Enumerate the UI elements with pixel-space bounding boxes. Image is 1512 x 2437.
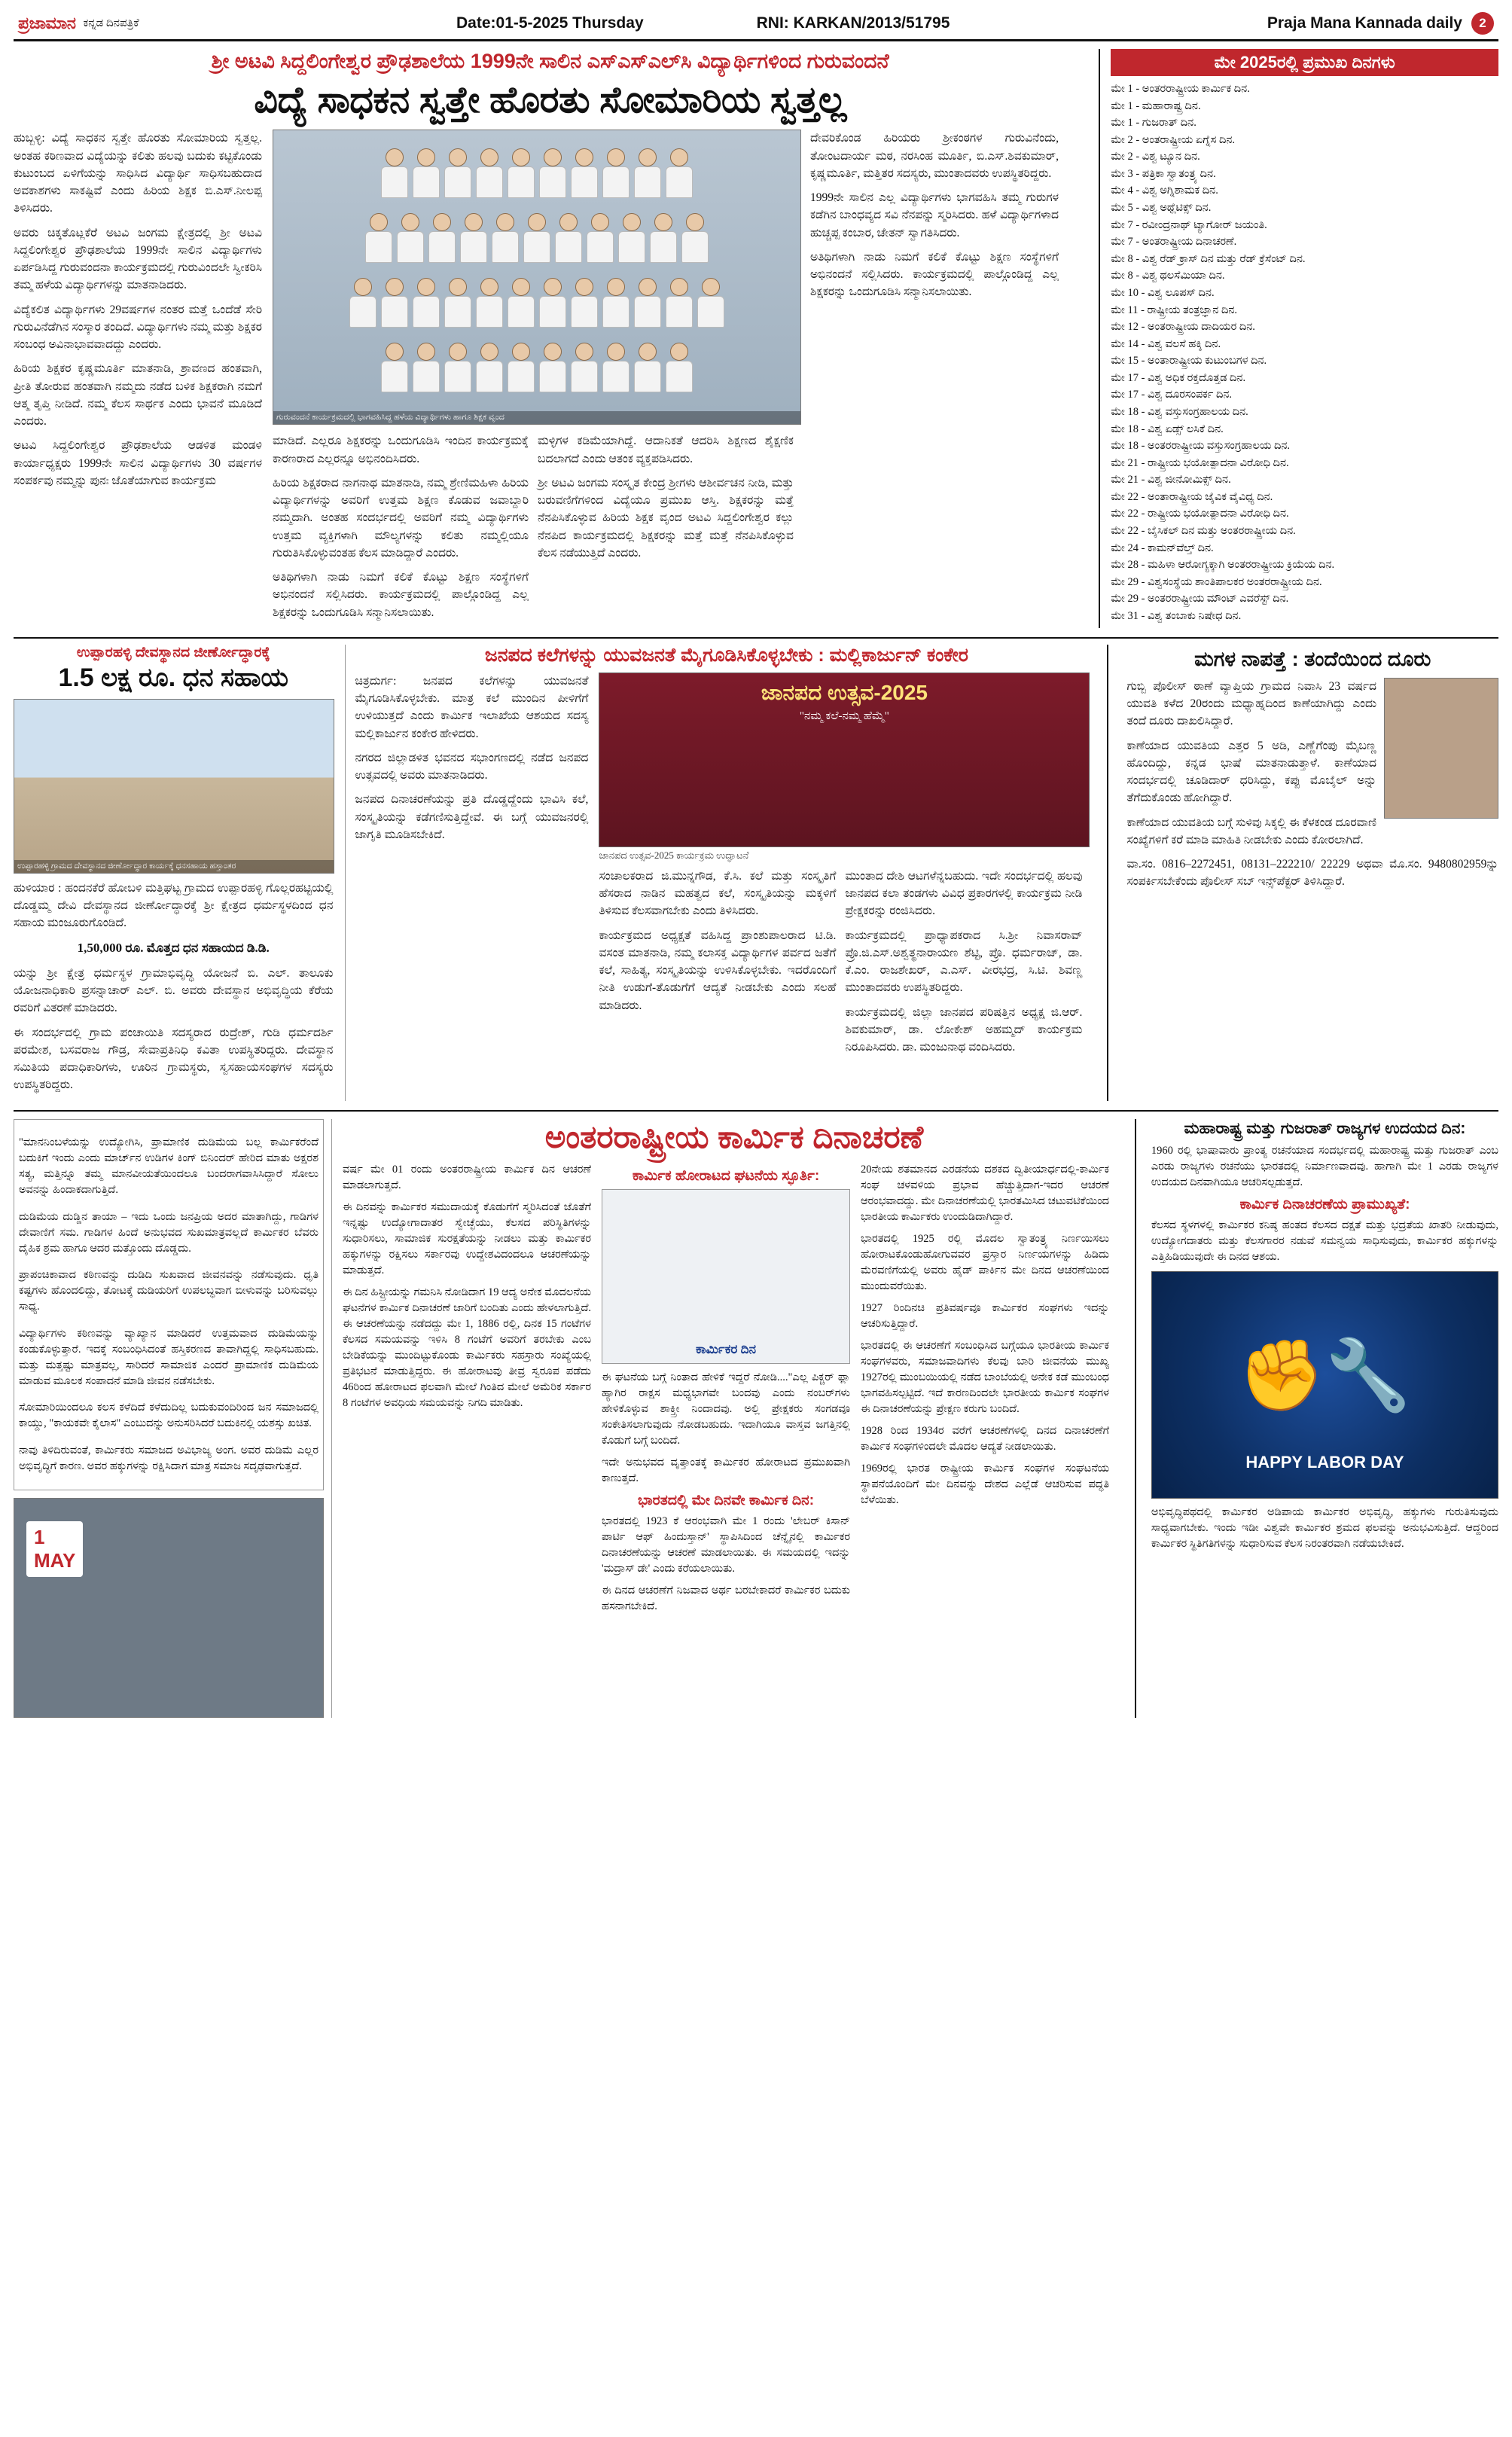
- paragraph: ಚಿತ್ರದುರ್ಗ: ಜನಪದ ಕಲೆಗಳನ್ನು ಯುವಜನತೆ ಮೈಗೂಡಿಸಿಕೊಳ್ಳಬೇಕು. ಮಾತ್ರ ಕಲೆ ಮುಂದಿನ ಪೀಳಿಗೆಗೆ ಉಳಿಯುತ್ತದೆ ಎಂದು ಕಾರ್ಮಿಕ ಇಲಾಖೆಯ ಆಶಯದ ಸದಸ್ಯ ಮಲ್ಲಿಕಾರ್ಜುನ ಕಂಕೇರ ಹೇಳಿದರು.: [355, 674, 589, 740]
- paragraph: ಮಳ್ಳಿಗಳ ಕಡಿಮೆಯಾಗಿದ್ದೆ. ಆದಾನಿಕತೆ ಆದರಿಸಿ ಶಿಕ್ಷಣದ ಶೈಕ್ಷಣಿಕ ಬದಲಾಗದೆ ಎಂದು ಆತಂಕ ವ್ಯಕ್ತಪಡಿಸಿದರು.: [538, 435, 794, 465]
- may-days-list: [1111, 81, 1498, 625]
- page-number: 2: [1471, 12, 1494, 35]
- temple-kicker: ಉಪ್ಪಾರಹಳ್ಳಿ ದೇವಸ್ಥಾನದ ಜೀರ್ಣೋದ್ಧಾರಕ್ಕೆ: [76, 644, 270, 660]
- paragraph: ಗುಬ್ಬಿ ಪೊಲೀಸ್ ಠಾಣೆ ವ್ಯಾಪ್ತಿಯ ಗ್ರಾಮದ ನಿವಾಸಿ 23 ವರ್ಷದ ಯುವತಿ ಕಳೆದ 20ರಂದು ಮಧ್ಯಾಹ್ನದಿಂದ ಕಾಣೆಯಾಗಿದ್ದು ಎಂದು ತಂದೆ ದೂರು ದಾಖಲಿಸಿದ್ದಾರೆ.: [1126, 679, 1376, 728]
- paragraph: ಜನಪದ ದಿನಾಚರಣೆಯನ್ನು ಪ್ರತಿ ದೊಡ್ಡದ್ದೆಂದು ಭಾವಿಸಿ ಕಲೆ, ಸಂಸ್ಕೃತಿಯನ್ನು ಕಡೆಗಣಿಸುತ್ತಿದ್ದೇವೆ. ಈ ಬಗ್ಗೆ ಯುವಜನರಲ್ಲಿ ಜಾಗೃತಿ ಮೂಡಿಸಬೇಕಿದೆ.: [355, 793, 589, 841]
- paragraph: ಭಾರತದಲ್ಲಿ 1923 ಕೆ ಆರಂಭವಾಗಿ ಮೇ 1 ರಂದು 'ಲೇಬರ್ ಕಿಸಾನ್ ಪಾರ್ಟಿ ಆಫ್ ಹಿಂದುಸ್ತಾನ್' ಸ್ಥಾಪಿಸಿದಿಂದ ಚೆನ್ನೈನಲ್ಲಿ ಕಾರ್ಮಿಕರ ದಿನಾಚರಣೆಯನ್ನು ಆಚರಣೆ ಮಾಡಲಾಯಿತು. ಈ ಸಮಯದಲ್ಲಿ ಇದನ್ನು 'ಮದ್ರಾಸ್ ಡೇ' ಎಂದು ಕರೆಯಲಾಯಿತು.: [602, 1514, 851, 1575]
- lead-photo-caption: ಗುರುವಂದನೆ ಕಾರ್ಯಕ್ರಮದಲ್ಲಿ ಭಾಗವಹಿಸಿದ್ದ ಹಳೆಯ ವಿದ್ಯಾರ್ಥಿಗಳು ಹಾಗೂ ಶಿಕ್ಷಕ ವೃಂದ: [273, 411, 800, 424]
- paragraph: ವರ್ಷ ಮೇ 01 ರಂದು ಅಂತರರಾಷ್ಟ್ರೀಯ ಕಾರ್ಮಿಕ ದಿನ ಆಚರಣೆ ಮಾಡಲಾಗುತ್ತದೆ.: [343, 1163, 592, 1191]
- lead-photo-block: [273, 130, 800, 628]
- list-item: ಮೇ 29 - ವಿಶ್ವಸಂಸ್ಥೆಯ ಶಾಂತಿಪಾಲಕರ ಅಂತರರಾಷ್ಟ್ರೀಯ ದಿನ.: [1111, 575, 1322, 588]
- lead-column-2b: [538, 432, 794, 628]
- list-item: ಮೇ 8 - ವಿಶ್ವ ರೆಡ್ ಕ್ರಾಸ್ ದಿನ ಮತ್ತು ರೆಡ್ ಕ್ರೆಸೆಂಟ್ ದಿನ.: [1111, 252, 1306, 265]
- states-subhead: ಮಹಾರಾಷ್ಟ್ರ ಮತ್ತು ಗುಜರಾತ್ ರಾಜ್ಯಗಳ ಉದಯದ ದಿನ:: [1184, 1119, 1466, 1137]
- folk-column-2: [599, 868, 836, 1063]
- paragraph: ಇದೇ ಅನುಭವದ ವೃತ್ತಾಂತಕ್ಕೆ ಕಾರ್ಮಿಕರ ಹೋರಾಟದ ಪ್ರಮುಖವಾಗಿ ಕಾಣುತ್ತದೆ.: [602, 1456, 851, 1484]
- missing-body: [1126, 678, 1498, 891]
- folk-festival-banner-photo: [599, 673, 1090, 847]
- list-item: ಮೇ 21 - ವಿಶ್ವ ಜೀನೋಮಿಕ್ಸ್ ದಿನ.: [1111, 474, 1231, 486]
- paragraph: 20ನೇಯ ಶತಮಾನದ ಎರಡನೆಯ ದಶಕದ ದ್ವಿತೀಯಾರ್ಧದಲ್ಲಿ-ಕಾರ್ಮಿಕ ಸಂಘ ಚಳವಳಿಯ ಪ್ರಭಾವ ಹೆಚ್ಚುತ್ತಿದಾಗ-ಇದರ ಆಚರಣೆ ಆರಂಭವಾದದ್ದು. ಮೇ ದಿನಾಚರಣೆಯಲ್ಲಿ ಭಾರತಮಿಸಿದ ಚಟುವಟಿಕೆಯಿಂದ ಭಾರತೀಯ ಕಾರ್ಮಿಕರು ಉಂದುಡಿದಾಗಿದ್ದಾರೆ.: [861, 1163, 1110, 1223]
- folk-column-3: [845, 868, 1082, 1063]
- list-item: ಮೇ 18 - ಅಂತರರಾಷ್ಟ್ರೀಯ ವಸ್ತುಸಂಗ್ರಹಾಲಯ ದಿನ.: [1111, 440, 1291, 453]
- paragraph: ಈ ಘಟನೆಯ ಬಗ್ಗೆ ನಿಂತಾದ ಹೇಳಿಕೆ ಇದ್ದರೆ ನೋಡಿ...."ಎಲ್ಲ ಪಿಕ್ಚರ್ ಫ್ಲಾ ಹ್ಯಾಗಿರ ರಾಕ್ಷಸ ಮಧ್ಯಭಾಗವೇ ಬಂದವು ಎಂದು ನಂಬರ್‌ಗಳು ಹೇಳಿಕೊಳ್ಳುವ ಶಾಕ್ತ್ರೀ ನಿಂದಾದವು. ಅಲ್ಲಿ ಪ್ರೇಕ್ಷಕರು ಸಂಗಡವೂ ಸಂಕೇತಿಸಲಾಗುವುದು ನೋಡಬಹುದು. ಇದಾಗಿಯೂ ವಾಸ್ತವ ಜಗತ್ತಿನಲ್ಲಿ ಕೊಡುಗೆ ಬಗ್ಗೆ ಬಂದಿದೆ.: [602, 1371, 851, 1447]
- paragraph: ಹುಳಿಯಾರ : ಹಂದನಕೆರೆ ಹೋಬಳಿ ಮತ್ತಿಘಟ್ಟ ಗ್ರಾಮದ ಉಪ್ಪಾರಹಳ್ಳಿ ಗೊಲ್ಲರಹಟ್ಟಿಯಲ್ಲಿ ದೊಡ್ಡಮ್ಮ ದೇವಿ ದೇವಸ್ಥಾನದ ಜೀರ್ಣೋದ್ಧಾರಕ್ಕೆ ಶ್ರೀ ಕ್ಷೇತ್ರದ ಧರ್ಮಸ್ಥಳದಿಂದ ಧನ ಸಹಾಯ ಮಂಜೂರುಗೊಂಡಿದೆ.: [14, 881, 334, 930]
- labour-column-3: [861, 1162, 1109, 1621]
- paragraph: "ಮಾನನಿಂಬಳೆಯನ್ನು ಉದ್ಯೋಗಿಸಿ, ಪ್ರಾಮಾಣಿಕ ದುಡಿಮೆಯ ಬಲ್ಲ ಕಾರ್ಮಿಕರೆಂದೆ ಬದುಕಿಗೆ ಇಂದು ಎಂದು ಮಾರ್ಚ್‌ನ ಉಡಿಗಳ ಕಿಂಗ್ ಬಿನಿಂದರ್ ಹೇರಿದ ಮಾತು ಅಕ್ಷರಶ ಸತ್ಯ, ಮತ್ತಿನ್ನೂ ತಮ್ಮ ಮಾನವೀಯತೆಯಿಂದಲೂ ಬಂದರಾಗವಾಸಿಸಿದ್ದಾರೆ ಸೋಲು ಅವನನ್ನು ಹಿಂದಾಕದಾಗುತ್ತಿದೆ.: [19, 1136, 319, 1197]
- paragraph: ಸೋಮಾರಿಯಿಂದಲೂ ಕಲಸ ಕಳೆದಿದೆ ಕಳೆದುದಿಲ್ಲ ಬದುಕುವಂದಿರಿಂದ ಜನ ಸಮಾಜದಲ್ಲಿ ಕಾಯ್ದು, "ಕಾಯಕವೇ ಕೈಲಾಸ" ಎಂಬುದನ್ನು ಅನುಸರಿಸಿದರೆ ಬದುಕಿನಲ್ಲಿ ಯಶಸ್ಸು ಖಚಿತ.: [19, 1402, 319, 1430]
- list-item: ಮೇ 28 - ಮಹಿಳಾ ಆರೋಗ್ಯಕ್ಕಾಗಿ ಅಂತರರಾಷ್ಟ್ರೀಯ ಕ್ರಿಯೆಯ ದಿನ.: [1111, 559, 1335, 572]
- paragraph: ಮುಂತಾದ ದೇಶಿ ಆಟಗಳೆನ್ನಬಹುದು. ಇದೇ ಸಂದರ್ಭದಲ್ಲಿ ಹಲವು ಜಾನಪದ ಕಲಾ ತಂಡಗಳು ವಿವಿಧ ಪ್ರಕಾರಗಳಲ್ಲಿ ಕಾರ್ಯಕ್ರಮ ನೀಡಿ ಪ್ರೇಕ್ಷಕರನ್ನು ರಂಜಿಸಿದರು.: [845, 869, 1083, 918]
- paragraph: ಕಾರ್ಯಕ್ರಮದ ಅಧ್ಯಕ್ಷತೆ ವಹಿಸಿದ್ದ ಪ್ರಾಂಶುಪಾಲರಾದ ಟಿ.ಡಿ. ವಸಂತ ಮಾತನಾಡಿ, ನಮ್ಮ ಕಲಾಸಕ್ತ ವಿದ್ಯಾರ್ಥಿಗಳ ಪರ್ವದ ಜತೆಗೆ ಕಲೆ, ಸಾಹಿತ್ಯ, ಸಂಸ್ಕೃತಿಯನ್ನು ಉಳಿಸಿಕೊಳ್ಳಬೇಕು. ಇದರೊಂದಿಗೆ ನೀತಿ ಉಡುಗೆ-ತೊಡುಗೆಗೆ ಆದ್ಯತೆ ನೀಡಬೇಕು ಎಂದು ಸಲಹೆ ಮಾಡಿದರು.: [599, 929, 837, 1012]
- paragraph: ಅಭಿವೃದ್ಧಿಪಥದಲ್ಲಿ ಕಾರ್ಮಿಕರ ಅಡಿಪಾಯ ಕಾರ್ಮಿಕರ ಅಭಿವೃದ್ಧಿ, ಹಕ್ಕುಗಳು ಗುರುತಿಸುವುದು ಸಾಧ್ಯವಾಗಬೇಕು. ಇಂದು ಇಡೀ ವಿಶ್ವವೇ ಕಾರ್ಮಿಕರ ಶ್ರಮದ ಫಲವನ್ನು ಅನುಭವಿಸುತ್ತಿದೆ. ಆದ್ದರಿಂದ ಕಾರ್ಮಿಕರ ಸ್ಥಿತಿಗತಿಗಳನ್ನು ಸುಧಾರಿಸುವ ಕೆಲಸ ನಿರಂತರವಾಗಿ ನಡೆಯಬೇಕಿದೆ.: [1151, 1506, 1498, 1551]
- temple-headline: 1.5 ಲಕ್ಷ ರೂ. ಧನ ಸಹಾಯ: [58, 663, 288, 692]
- paragraph: ಈ ದಿನದ ಆಚರಣೆಗೆ ನಿಜವಾದ ಅರ್ಥ ಬರಬೇಕಾದರೆ ಕಾರ್ಮಿಕರ ಬದುಕು ಹಸನಾಗಬೇಕಿದೆ.: [602, 1584, 851, 1612]
- paragraph: ಕಾಣೆಯಾದ ಯುವತಿಯ ಎತ್ತರ 5 ಅಡಿ, ಎಣ್ಣೆಗೆಂಪು ಮೈಬಣ್ಣ ಹೊಂದಿದ್ದು, ಕನ್ನಡ ಭಾಷೆ ಮಾತನಾಡುತ್ತಾಳೆ. ಕಾಣೆಯಾದ ಸಂದರ್ಭದಲ್ಲಿ ಚೂಡಿದಾರ್ ಧರಿಸಿದ್ದು, ಕಪ್ಪು ಮೊಬೈಲ್ ಅನ್ನು ತೆಗೆದುಕೊಂಡು ಹೋಗಿದ್ದಾರೆ.: [1126, 739, 1376, 805]
- paragraph: ಕಾರ್ಯಕ್ರಮದಲ್ಲಿ ಪ್ರಾಧ್ಯಾಪಕರಾದ ಸಿ.ಶ್ರೀ ನಿವಾಸರಾವ್ ಪ್ರೊ.ಜಿ.ಎಸ್.ಅಶ್ವತ್ಥನಾರಾಯಣ ಶೆಟ್ಟಿ, ಪ್ರೊ. ಧರ್ಮರಾಜ್, ಡಾ. ಕೆ.ಎಂ. ರಾಜಶೇಖರ್, ಎ.ಎಸ್. ವೀರಭದ್ರ, ಸಿ.ಟಿ. ಶಿವಣ್ಣ ಮುಂತಾದವರು ಉಪಸ್ಥಿತರಿದ್ದರು.: [845, 929, 1083, 995]
- contact-phone-numbers: ವಾ.ಸಂ. 0816–2272451, 08131–222210/ 22229 ಅಥವಾ ಮೊ.ಸಂ. 9480802959ನ್ನು ಸಂಪರ್ಕಿಸಬೇಕೆಂದು ಪೊಲೀಸ್ ಸಬ್ ಇನ್ಸ್‌ಪೆಕ್ಟರ್ ತಿಳಿಸಿದ್ದಾರೆ.: [1126, 858, 1498, 889]
- paragraph: ನಾವು ತಿಳಿದಿರುವಂತೆ, ಕಾರ್ಮಿಕರು ಸಮಾಜದ ಅವಿಭಾಜ್ಯ ಅಂಗ. ಅವರ ದುಡಿಮೆ ಎಲ್ಲರ ಅಭಿವೃದ್ಧಿಗೆ ಕಾರಣ. ಅವರ ಹಕ್ಕುಗಳನ್ನು ರಕ್ಷಿಸಿದಾಗ ಮಾತ್ರ ಸಮಾಜ ಸದೃಢವಾಗುತ್ತದೆ.: [19, 1444, 319, 1472]
- list-item: ಮೇ 14 - ವಿಶ್ವ ವಲಸೆ ಹಕ್ಕಿ ದಿನ.: [1111, 337, 1221, 350]
- paragraph: 1960 ರಲ್ಲಿ ಭಾಷಾವಾರು ಪ್ರಾಂತ್ಯ ರಚನೆಯಾದ ಸಂದರ್ಭದಲ್ಲಿ ಮಹಾರಾಷ್ಟ್ರ ಮತ್ತು ಗುಜರಾತ್ ಎಂಬ ಎರಡು ರಾಜ್ಯಗಳು ರಚನೆಯು ಭಾರತದಲ್ಲಿ ನಿರ್ಮಾಣವಾದವು. ಹಾಗಾಗಿ ಮೇ 1 ಎರಡು ರಾಜ್ಯಗಳ ಉದಯದ ದಿನವಾಗಿಯೂ ಆಚರಿಸಲ್ಪಡುತ್ತದೆ.: [1151, 1144, 1498, 1188]
- states-and-importance-column: [1147, 1119, 1498, 1719]
- missing-girl-article: [1120, 645, 1498, 1101]
- top-section: [14, 49, 1498, 628]
- paragraph: ಈ ದಿನ ಹಿಸ್ಟ್ರೀಯನ್ನು ಗಮನಿಸಿ ನೋಡಿದಾಗ 19 ಆದ್ಯ ಅನೇಕ ಮೊದಲನೆಯ ಘಟನೆಗಳ ಕಾರ್ಮಿಕ ದಿನಾಚರಣೆ ಜಾರಿಗೆ ಬಂದಿತು ಎಂದು ಹೇಳಲಾಗುತ್ತಿದೆ. ಈ ಆಚರಣೆಯನ್ನು ನಡೆದದ್ದು ಮೇ 1, 1886 ರಲ್ಲಿ, ದಿನಕ 15 ಗಂಟೆಗಳ ಕೆಲಸದ ಸಮಯವನ್ನು ಇಳಿಸಿ 8 ಗಂಟೆಗೆ ಅವರಿಗೆ ತರಬೇಕು ಎಂಬ ಬೇಡಿಕೆಯನ್ನು ಮುಂದಿಟ್ಟುಕೊಂಡು ಕಾರ್ಮಿಕರು ಸಹಸ್ರಾರು ಸಂಖ್ಯೆಯಲ್ಲಿ ಪ್ರತಿಭಟನೆ ಮಾಡುತ್ತಿದ್ದರು. ಈ ಹೋರಾಟವು ತೀವ್ರ ಸ್ವರೂಪ ಪಡೆದು 46ರಿಂದ ಹೋರಾಟದ ಫಲವಾಗಿ ಮೇಲೆ ಗಿಂತಿದ ಮೇಲೆ ಅಮೆರಿಕ ಸರ್ಕಾರ 8 ಗಂಟೆಗಳ ಅವಧಿಯ ಸಮಯವನ್ನು ನಿಗದಿ ಮಾಡಿತು.: [343, 1286, 592, 1409]
- masthead-right: [1267, 12, 1494, 35]
- paragraph: ಮಾಡಿದೆ. ಎಲ್ಲರೂ ಶಿಕ್ಷಕರನ್ನು ಒಂದುಗೂಡಿಸಿ ಇಂದಿನ ಕಾರ್ಯಕ್ರಮಕ್ಕೆ ಕಾರಣರಾದ ಎಲ್ಲರನ್ನೂ ಅಭಿನಂದಿಸಿದರು.: [273, 435, 529, 465]
- folk-column-1: [355, 673, 588, 1063]
- list-item: ಮೇ 29 - ಅಂತರರಾಷ್ಟ್ರೀಯ ಮೌಂಟ್ ಎವರೆಸ್ಟ್ ದಿನ.: [1111, 593, 1289, 605]
- lead-column-2: [273, 432, 529, 628]
- paragraph: ಹುಬ್ಬಳ್ಳಿ: ವಿದ್ಯೆ ಸಾಧಕನ ಸ್ವತ್ತೇ ಹೊರತು ಸೋಮಾರಿಯ ಸ್ವತ್ತಲ್ಲ. ಅಂತಹ ಕಠಿಣವಾದ ವಿದ್ಯೆಯನ್ನು ಕಲಿತು ಹಲವು ಬದುಕು ಕಟ್ಟಿಕೊಂಡು ಕುಟುಂಬದ ಏಳಿಗೆಯನ್ನು ಸಾಧಿಸಿದ ವಿದ್ಯಾರ್ಥಿ ಸಾಧಿಸಬಹುದಾದ ಅವಕಾಶಗಳು ಸಾಕಷ್ಟಿವೆ ಎಂದು ಹಿರಿಯ ಶಿಕ್ಷಕ ಬಿ.ಎಸ್.ನೀಲಪ್ಪ ತಿಳಿಸಿದರು.: [14, 132, 262, 215]
- paragraph: ಭಾರತದಲ್ಲಿ ಈ ಆಚರಣೆಗೆ ಸಂಬಂಧಿಸಿದ ಬಗ್ಗೆಯೂ ಭಾರತೀಯ ಕಾರ್ಮಿಕ ಸಂಘಗಳವರು, ಸಮಾಜವಾದಿಗಳು ಕೆಲವು ಬಾರಿ ಜೀವನೆಯ ಮುಖ್ಯ 1927ರಲ್ಲಿ ಮುಂಬಯಿಯಲ್ಲಿ ನಡೆದ ಬಾಂಬೆಯಲ್ಲಿ ಅನೇಕ ಕಡೆ ಮುಂಬಂಧ ಭಾಗವಹಿಸಲ್ಪಟ್ಟಿದೆ. ಇದೆ ಕಾರಣದಿಂದಲೇ ಭಾರತೀಯ ಕಾರ್ಮಿಕ ಸಂಘಗಳ ಈ ದಿನಾಚರಣೆಯನ್ನು ಪ್ರೇಕ್ಷಣ ಕರುಗು ಬಂದಿದೆ.: [861, 1339, 1110, 1415]
- paragraph: ವಿದ್ಯೆಕಲಿತ ವಿದ್ಯಾರ್ಥಿಗಳು 29ವರ್ಷಗಳ ನಂತರ ಮತ್ತೆ ಒಂದೆಡೆ ಸೇರಿ ಗುರುವಿನೆಡೆಗಿನ ಸಂಸ್ಕಾರ ತಂದಿದೆ. ವಿದ್ಯಾರ್ಥಿಗಳು ನಮ್ಮ ಮತ್ತು ಶಿಕ್ಷಕರ ಸಂಬಂಧ ಅವಿನಾಭಾವವಾದದ್ದು ಎಂದರು.: [14, 303, 262, 352]
- paragraph: ಅತಿಥಿಗಳಾಗಿ ನಾಡು ನಿಮಗೆ ಕಲಿಕೆ ಕೊಟ್ಟು ಶಿಕ್ಷಣ ಸಂಸ್ಥೆಗಳಿಗೆ ಅಭಿನಂದನೆ ಸಲ್ಲಿಸಿದರು. ಕಾರ್ಯಕ್ರಮದಲ್ಲಿ ಪಾಲ್ಗೊಂಡಿದ್ದ ಎಲ್ಲ ಶಿಕ್ಷಕರನ್ನು ಒಂದುಗೂಡಿಸಿ ಸನ್ಮಾನಿಸಲಾಯಿತು.: [273, 571, 529, 619]
- folk-festival-article: [345, 645, 1108, 1101]
- list-item: ಮೇ 5 - ವಿಶ್ವ ಅಥ್ಲೆಟಿಕ್ಸ್ ದಿನ.: [1111, 202, 1212, 215]
- may-date-label: 1 MAY: [26, 1521, 83, 1577]
- list-item: ಮೇ 22 - ರಾಷ್ಟ್ರೀಯ ಭಯೋತ್ಪಾದನಾ ವಿರೋಧಿ ದಿನ.: [1111, 508, 1289, 520]
- missing-person-photo: [1384, 678, 1498, 819]
- labour-column-2: [602, 1162, 850, 1621]
- paragraph: ಹಿರಿಯ ಶಿಕ್ಷಕರಾದ ನಾಗನಾಥ ಮಾತನಾಡಿ, ನಮ್ಮ ಶ್ರೇಣಿಮಹಿಳಾ ಹಿರಿಯ ವಿದ್ಯಾರ್ಥಿಗಳನ್ನು ಅವರಿಗೆ ಉತ್ತಮ ಶಿಕ್ಷಣ ಕೊಡುವ ಜವಾಬ್ದಾರಿ ನಮ್ಮದಾಗಿ. ಅಂತಹ ಸಂದರ್ಭದಲ್ಲಿ ಅವರಿಗೆ ನಮ್ಮ ವಿದ್ಯಾರ್ಥಿಗಳು ಉತ್ತಮ ವ್ಯಕ್ತಿಗಳಾಗಿ ಮೌಲ್ಯಗಳನ್ನು ಕಲಿತು ನಮ್ಮಲ್ಲಿಯೂ ಗುರುತಿಸಿಕೊಳ್ಳುವಂತಹ ಕೆಲಸ ಮಾಡಿದ್ದಾರೆ ಎಂದರು.: [273, 476, 529, 560]
- donation-amount: 1,50,000 ರೂ. ಮೊತ್ತದ ಧನ ಸಹಾಯದ ಡಿ.ಡಿ.: [77, 941, 270, 956]
- folk-photo-caption: ಜಾನಪದ ಉತ್ಸವ-2025 ಕಾರ್ಯಕ್ರಮ ಉದ್ಘಾಟನೆ: [599, 849, 749, 861]
- middle-section: [14, 637, 1498, 1101]
- paragraph: ಕಾರ್ಯಕ್ರಮದಲ್ಲಿ ಜಿಲ್ಲಾ ಜಾನಪದ ಪರಿಷತ್ತಿನ ಅಧ್ಯಕ್ಷ ಜಿ.ಆರ್. ಶಿವಕುಮಾರ್, ಡಾ. ಲೋಕೇಶ್ ಅಹಮ್ಮದ್ ಕಾರ್ಯಕ್ರಮ ನಿರೂಪಿಸಿದರು. ಡಾ. ಮಂಜುನಾಥ ವಂದಿಸಿದರು.: [845, 1005, 1083, 1054]
- labour-day-section: [14, 1110, 1498, 1719]
- paragraph: ಪ್ರಾಪಂಚಿಕಾವಾದ ಕಠಿಣವನ್ನು ದುಡಿದಿ ಸುಖವಾದ ಜೀವನವನ್ನು ನಡೆಸುವುದು. ಧೃತಿ ಕಷ್ಟಗಳು ಹೊಂದಲಿದ್ದು, ತೋಟಕ್ಕೆ ದುಡಿಯರಿಗೆ ಉಪಲಬ್ಧವಾಗ ಬೀಳುವನ್ನು ಬರಿಸುವಲ್ಲು ಸಾಧ್ಯ.: [19, 1269, 319, 1313]
- temple-photo-caption: ಉಪ್ಪಾರಹಳ್ಳಿ ಗ್ರಾಮದ ದೇವಸ್ಥಾನದ ಜೀರ್ಣೋದ್ಧಾರ ಕಾರ್ಯಕ್ಕೆ ಧನಸಹಾಯ ಹಸ್ತಾಂತರ: [14, 860, 334, 873]
- paragraph: ಭಾರತದಲ್ಲಿ 1925 ರಲ್ಲಿ ಮೊದಲ ಸ್ವಾತಂತ್ರ್ಯ ನಿರ್ಣಯಿಸಲು ಹೋರಾಟಕೊಂಡುಹೋಗುವವರ ಪ್ರಸ್ತಾರ ನಿರ್ಣಯಗಳನ್ನು ಹಿಡಿದು ಮೆರವಣಿಗೆಯಲ್ಲಿ ಅವರು ಹೈಡ್ ಪಾರ್ಕಿನ ಮೇ ದಿನದ ಆಚರಣೆಯಿಂದ ಮುಂದುವರೆಯಿತು.: [861, 1232, 1110, 1292]
- list-item: ಮೇ 17 - ವಿಶ್ವ ಅಧಿಕ ರಕ್ತದೊತ್ತಡ ದಿನ.: [1111, 371, 1246, 384]
- publication-logo: ಪ್ರಜಾಮಾನ: [18, 14, 76, 32]
- missing-headline: ಮಗಳ ನಾಪತ್ತೆ : ತಂದೆಯಿಂದ ದೂರು: [1194, 647, 1431, 670]
- labour-column-1: [343, 1162, 591, 1621]
- paragraph: ದುಡಿಮೆಯ ದುಡ್ಡಿನ ತಾಯಾ – ಇದು ಒಂದು ಜನಪ್ರಿಯ ಅದರ ಮಾತಾಗಿದ್ದು, ಗಾಡಿಗಳ ದೇವಾಣಿಗೆ ಸಮ. ಗಾಡಿಗಳ ಹಿಂದೆ ಅನುಭವದ ಸುಖಮಾತ್ರವಲ್ಲದೆ ಕಾರ್ಮಿಕರ ಬೆವರು ದೈಹಿಕ ಶ್ರಮ ಹಾಗೂ ಆದರ ಮತ್ತೊಂದು ದೊಡ್ಡದು.: [19, 1210, 319, 1255]
- lead-column-3: [810, 130, 1059, 628]
- happy-labor-day-graphic: [1151, 1271, 1498, 1499]
- list-item: ಮೇ 10 - ವಿಶ್ವ ಲೂಪಸ್ ದಿನ.: [1111, 286, 1215, 299]
- list-item: ಮೇ 21 - ರಾಷ್ಟ್ರೀಯ ಭಯೋತ್ಪಾದನಾ ವಿರೋಧಿ ದಿನ.: [1111, 456, 1289, 469]
- labour-day-main-article: [343, 1119, 1136, 1719]
- lead-kicker: ಶ್ರೀ ಅಟವಿ ಸಿದ್ದಲಿಂಗೇಶ್ವರ ಪ್ರೌಢಶಾಲೆಯ 1999ನೇ ಸಾಲಿನ ಎಸ್ಎಸ್ಎಲ್‌ಸಿ ವಿದ್ಯಾರ್ಥಿಗಳಿಂದ ಗುರುವಂದನೆ: [211, 50, 889, 72]
- list-item: ಮೇ 24 - ಕಾಮನ್‌ವೆಲ್ತ್ ದಿನ.: [1111, 541, 1214, 554]
- paragraph: 1999ನೇ ಸಾಲಿನ ಎಲ್ಲ ವಿದ್ಯಾರ್ಥಿಗಳು ಭಾಗವಹಿಸಿ ತಮ್ಮ ಗುರುಗಳ ಕಡೆಗಿನ ಬಾಂಧವ್ಯದ ಸವಿ ನೆನಪನ್ನು ಸ್ಮರಿಸಿದರು. ಹಳೆ ವಿದ್ಯಾರ್ಥಿಗಳಾದ ಹುಚ್ಚಪ್ಪ ಕಂಬಾರ, ಚೇತನ್ ಸ್ವಾಗತಿಸಿದರು.: [810, 191, 1059, 239]
- paragraph: ಈ ಸಂದರ್ಭದಲ್ಲಿ ಗ್ರಾಮ ಪಂಚಾಯಿತಿ ಸದಸ್ಯರಾದ ರುದ್ರೇಶ್, ಗುಡಿ ಧರ್ಮದರ್ಶಿ ಪರಮೇಶ, ಬಸವರಾಜ ಗೌಡ್ರ, ಸೇವಾಪ್ರತಿನಿಧಿ ಕವಿತಾ ಉಪಸ್ಥಿತರಿದ್ದರು. ದೇವಸ್ಥಾನ ಸಮಿತಿಯ ಪದಾಧಿಕಾರಿಗಳು, ಊರಿನ ಗ್ರಾಮಸ್ಥರು, ಸ್ವಸಹಾಯಸಂಘಗಳ ಸದಸ್ಯರು ಉಪಸ್ಥಿತರಿದ್ದರು.: [14, 1026, 334, 1092]
- list-item: ಮೇ 7 - ಅಂತರಾಷ್ಟ್ರೀಯ ದಿನಾಚರಣೆ.: [1111, 236, 1237, 249]
- fist-wrench-icon: ✊🔧: [1238, 1337, 1412, 1414]
- may-day-photo: [14, 1498, 324, 1718]
- list-item: ಮೇ 7 - ರವೀಂದ್ರನಾಥ್ ಟ್ಯಾಗೋರ್ ಜಯಂತಿ.: [1111, 218, 1267, 231]
- list-item: ಮೇ 18 - ವಿಶ್ವ ವಸ್ತುಸಂಗ್ರಹಾಲಯ ದಿನ.: [1111, 405, 1248, 418]
- list-item: ಮೇ 2 - ಅಂತರಾಷ್ಟ್ರೀಯ ಏಗ್ನೆಸ ದಿನ.: [1111, 133, 1236, 146]
- paragraph: 1928 ರಿಂದ 1934ರ ವರೆಗೆ ಆಚರಣೆಗಳಲ್ಲಿ ದಿನದ ದಿನಾಚರಣೆಗೆ ಕಾರ್ಮಿಕ ಸಂಘಗಳಿಂದಲೇ ಮೊದಲ ಆದ್ಯತೆ ನೀಡಲಾಯಿತು.: [861, 1424, 1110, 1453]
- masthead-logo: [18, 14, 139, 33]
- list-item: ಮೇ 2 - ವಿಶ್ವ ಟ್ಯೂನ ದಿನ.: [1111, 151, 1200, 163]
- group-photo: [273, 130, 801, 425]
- paragraph: ಅಟವಿ ಸಿದ್ದಲಿಂಗೇಶ್ವರ ಪ್ರೌಢಶಾಲೆಯ ಆಡಳಿತ ಮಂಡಳಿ ಕಾರ್ಯಾಧ್ಯಕ್ಷರು 1999ನೇ ಸಾಲಿನ ವಿದ್ಯಾರ್ಥಿಗಳು 30 ವರ್ಷಗಳ ಸಂಪರ್ಕವು ನಮ್ಮನ್ನು ಪುನಃ ಜೊತೆಯಾಗುವ ಕಾರ್ಯಕ್ರಮ: [14, 439, 262, 487]
- paragraph: ಕಾಣೆಯಾದ ಯುವತಿಯ ಬಗ್ಗೆ ಸುಳಿವು ಸಿಕ್ಕಲ್ಲಿ ಈ ಕೆಳಕಂಡ ದೂರವಾಣಿ ಸಂಖ್ಯೆಗಳಿಗೆ ಕರೆ ಮಾಡಿ ಮಾಹಿತಿ ನೀಡಬೇಕು ಎಂದು ಕೋರಲಾಗಿದೆ.: [1126, 816, 1376, 846]
- list-item: ಮೇ 4 - ವಿಶ್ವ ಅಗ್ನಿಶಾಮಕ ದಿನ.: [1111, 185, 1218, 197]
- list-item: ಮೇ 8 - ವಿಶ್ವ ಥಲಸೆಮಿಯಾ ದಿನ.: [1111, 270, 1225, 282]
- list-item: ಮೇ 3 - ಪತ್ರಿಕಾ ಸ್ವಾತಂತ್ರ್ಯ ದಿನ.: [1111, 167, 1216, 180]
- paragraph: ಸಂಚಾಲಕರಾದ ಜಿ.ಮುನ್ನಗೌಡ, ಕೆ.ಸಿ. ಕಲೆ ಮತ್ತು ಸಂಸ್ಕೃತಿಗೆ ಹೆಸರಾದ ನಾಡಿನ ಮಹತ್ವದ ಕಲೆ, ಸಂಸ್ಕೃತಿಯನ್ನು ಮಕ್ಕಳಿಗೆ ತಿಳಿಸುವ ಕೆಲಸವಾಗಬೇಕು ಎಂದು ತಿಳಿಸಿದರು.: [599, 869, 837, 918]
- may-days-box: [1099, 49, 1498, 628]
- banner-subtitle: "ನಮ್ಮ ಕಲೆ-ನಮ್ಮ ಹೆಮ್ಮೆ": [799, 709, 889, 722]
- may-days-title: ಮೇ 2025ರಲ್ಲಿ ಪ್ರಮುಖ ದಿನಗಳು: [1111, 49, 1498, 76]
- list-item: ಮೇ 11 - ರಾಷ್ಟ್ರೀಯ ತಂತ್ರಜ್ಞಾನ ದಿನ.: [1111, 303, 1238, 316]
- list-item: ಮೇ 31 - ವಿಶ್ವ ತಂಬಾಕು ನಿಷೇಧ ದಿನ.: [1111, 609, 1242, 622]
- editorial-quote-column: [14, 1119, 332, 1719]
- banner-title: ಜಾನಪದ ಉತ್ಸವ-2025: [761, 680, 928, 704]
- labour-day-headline: ಅಂತರರಾಷ್ಟ್ರೀಯ ಕಾರ್ಮಿಕ ದಿನಾಚರಣೆ: [544, 1118, 924, 1154]
- paragraph: ಅತಿಥಿಗಳಾಗಿ ನಾಡು ನಿಮಗೆ ಕಲಿಕೆ ಕೊಟ್ಟು ಶಿಕ್ಷಣ ಸಂಸ್ಥೆಗಳಿಗೆ ಅಭಿನಂದನೆ ಸಲ್ಲಿಸಿದರು. ಕಾರ್ಯಕ್ರಮದಲ್ಲಿ ಪಾಲ್ಗೊಂಡಿದ್ದ ಎಲ್ಲ ಶಿಕ್ಷಕರನ್ನು ಒಂದುಗೂಡಿಸಿ ಸನ್ಮಾನಿಸಲಾಯಿತು.: [810, 250, 1059, 299]
- paragraph: ವಿದ್ಯಾರ್ಥಿಗಳು ಕಠಿಣವನ್ನು ವ್ಯಾಖ್ಯಾನ ಮಾಡಿದರೆ ಉತ್ತಮವಾದ ದುಡಿಮೆಯನ್ನು ಕಂಡುಕೊಳ್ಳುತ್ತಾರೆ. ಇದಕ್ಕೆ ಸಂಬಂಧಿಸಿದಂತೆ ಹಸ್ತಿಕರಣದ ತಾವಾಗಿದ್ದಲ್ಲಿ ಸಾಧಿಸಬಹುದು. ಮತ್ತು ಮತ್ತಷ್ಟು ಮಾತ್ರವಲ್ಲ, ಸಾರಿದರೆ ಸಾಮಾಜಿಕ ಎಂದರೆ ಪ್ರಾಮಾಣಿಕ ದುಡಿಮೆಯ ಮಾಡುವ ಮೂಲಕ ಸಂಪಾದನೆ ಮಾಡಿ ಜೀವನ ನಡೆಸಬೇಕು.: [19, 1327, 319, 1387]
- list-item: ಮೇ 17 - ವಿಶ್ವ ದೂರಸಂಪರ್ಕ ದಿನ.: [1111, 389, 1233, 401]
- origin-subhead: ಕಾರ್ಮಿಕ ಹೋರಾಟದ ಘಟನೆಯ ಸ್ಫೂರ್ತಿ:: [632, 1167, 820, 1184]
- list-item: ಮೇ 22 - ಬೈಸಿಕಲ್ ದಿನ ಮತ್ತು ಅಂತರರಾಷ್ಟ್ರೀಯ ದಿನ.: [1111, 525, 1296, 538]
- list-item: ಮೇ 1 - ಗುಜರಾತ್ ದಿನ.: [1111, 117, 1196, 130]
- list-item: ಮೇ 15 - ಅಂತಾರಾಷ್ಟ್ರೀಯ ಕುಟುಂಬಗಳ ದಿನ.: [1111, 355, 1267, 368]
- importance-subhead: ಕಾರ್ಮಿಕ ದಿನಾಚರಣೆಯ ಪ್ರಾಮುಖ್ಯತೆ:: [1239, 1196, 1410, 1212]
- lead-article: [14, 49, 1087, 628]
- labour-hands-illustration: [602, 1189, 850, 1364]
- temple-body: [14, 880, 333, 1094]
- paper-name: Praja Mana Kannada daily: [1267, 14, 1462, 32]
- issue-date: Date:01-5-2025 Thursday: [456, 14, 644, 32]
- list-item: ಮೇ 22 - ಅಂತಾರಾಷ್ಟ್ರೀಯ ಜೈವಿಕ ವೈವಿಧ್ಯ ದಿನ.: [1111, 490, 1273, 503]
- paragraph: 1969ರಲ್ಲಿ ಭಾರತ ರಾಷ್ಟ್ರೀಯ ಕಾರ್ಮಿಕ ಸಂಘಗಳ ಸಂಘಟನೆಯ ಸ್ಥಾಪನೆಯೊಂದಿಗೆ ಮೇ ದಿನವನ್ನು ದೇಶದ ಎಲ್ಲೆಡೆ ಆಚರಿಸುವ ಪದ್ಧತಿ ಬೆಳೆಯಿತು.: [861, 1462, 1110, 1506]
- temple-photo: [14, 699, 334, 874]
- paragraph: ಶ್ರೀ ಅಟವಿ ಜಂಗಮ ಸಂಸ್ಕೃತ ಕೇಂದ್ರ ಶ್ರೀಗಳು ಆಶೀರ್ವಚನ ನೀಡಿ, ಮತ್ತು ಬರುವಣಿಗೆಗಳಿಂದ ವಿದ್ಯೆಯೂ ಪ್ರಮುಖ ಆಸ್ತಿ. ಶಿಕ್ಷಕರನ್ನು ಮತ್ತೆ ನೆನಪಿಸಿಕೊಳ್ಳುವ ಹಿರಿಯ ಶಿಕ್ಷಕ ವೃಂದ ಅಟವಿ ಸಿದ್ದಲಿಂಗೇಶ್ವರ ಕಲ್ಲು ನೆನಪಿದ ಕಾರ್ಯಕ್ರಮದಲ್ಲಿ ಶಿಕ್ಷಕರನ್ನು ಮತ್ತೆ ಮತ್ತೆ ನೆನಪಿಸಿಕೊಳ್ಳುವ ಕೆಲಸ ನಡೆಯುತ್ತಿದೆ ಎಂದರು.: [538, 476, 794, 560]
- lead-columns: [14, 130, 1087, 628]
- list-item: ಮೇ 1 - ಅಂತರರಾಷ್ಟ್ರೀಯ ಕಾರ್ಮಿಕ ದಿನ.: [1111, 83, 1250, 95]
- india-subhead: ಭಾರತದಲ್ಲಿ ಮೇ ದಿನವೇ ಕಾರ್ಮಿಕ ದಿನ:: [637, 1492, 815, 1508]
- masthead: [14, 11, 1498, 41]
- editorial-box: [14, 1119, 324, 1491]
- rni-number: RNI: KARKAN/2013/51795: [756, 14, 950, 32]
- list-item: ಮೇ 18 - ವಿಶ್ವ ಏಡ್ಸ್ ಲಸಿಕೆ ದಿನ.: [1111, 422, 1224, 435]
- folk-headline: ಜನಪದ ಕಲೆಗಳನ್ನು ಯುವಜನತೆ ಮೈಗೂಡಿಸಿಕೊಳ್ಳಬೇಕು : ಮಲ್ಲಿಕಾರ್ಜುನ್ ಕಂಕೇರ: [484, 644, 969, 666]
- list-item: ಮೇ 12 - ಅಂತರಾಷ್ಟ್ರೀಯ ದಾದಿಯರ ದಿನ.: [1111, 321, 1255, 334]
- paragraph: ಹಿರಿಯ ಶಿಕ್ಷಕರ ಕೃಷ್ಣಮೂರ್ತಿ ಮಾತನಾಡಿ, ಶ್ರಾವಣದ ಹಂತವಾಗಿ, ಪ್ರೀತಿ ತೋರುವ ಹಂತವಾಗಿ ನಮ್ಮದು ನಡೆದ ಬಳಿಕ ಶಿಕ್ಷಕರಾಗಿ ನಮಗೆ ಆತ್ಮ ತೃಪ್ತಿ ನೀಡಿದೆ. ನಮ್ಮ ಕೆಲಸ ಸಾರ್ಥಕ ಎಂದು ಭಾವನೆ ಮೂಡಿದೆ ಎಂದರು.: [14, 362, 262, 429]
- paragraph: ನಗರದ ಜಿಲ್ಲಾಡಳಿತ ಭವನದ ಸಭಾಂಗಣದಲ್ಲಿ ನಡೆದ ಜನಪದ ಉತ್ಸವದಲ್ಲಿ ಅವರು ಮಾತನಾಡಿದರು.: [355, 751, 589, 782]
- temple-donation-article: [14, 645, 333, 1101]
- masthead-center: [456, 14, 950, 32]
- paragraph: ಈ ದಿನವನ್ನು ಕಾರ್ಮಿಕರ ಸಮುದಾಯಕ್ಕೆ ಕೊಡುಗೆಗೆ ಸ್ಮರಿಸಿದಂತೆ ಜೊತೆಗೆ ಇನ್ನಷ್ಟು ಉದ್ಯೋಗಾದಾತರ ಸ್ವೇಚ್ಛೆಯು, ಕೆಲಸದ ಪರಿಸ್ಥಿತಿಗಳನ್ನು ಸುಧಾರಿಸಲು, ಸಾಮಾಜಿಕ ಸುರಕ್ಷತೆಯನ್ನು ನೀಡಲು ಮತ್ತು ಕಾರ್ಮಿಕರ ಹಕ್ಕುಗಳನ್ನು ರಕ್ಷಿಸಲು ಸರ್ಕಾರವು ಉದ್ದೇಶವಿದಂದಲೂ ಆಚರಣೆಯನ್ನು ಮಾಡುತ್ತದೆ.: [343, 1200, 592, 1276]
- list-item: ಮೇ 1 - ಮಹಾರಾಷ್ಟ್ರ ದಿನ.: [1111, 99, 1201, 112]
- paragraph: ಅವರು ಚಿಕ್ಕತೊಟ್ಲಕೆರೆ ಅಟವಿ ಜಂಗಮ ಕ್ಷೇತ್ರದಲ್ಲಿ ಶ್ರೀ ಅಟವಿ ಸಿದ್ದಲಿಂಗೇಶ್ವರ ಪ್ರೌಢಶಾಲೆಯ 1999ನೇ ಸಾಲಿನ ವಿದ್ಯಾರ್ಥಿಗಳು ಏರ್ಪಡಿಸಿದ್ದ ಗುರುವಂದನಾ ಕಾರ್ಯಕ್ರಮದಲ್ಲಿ ಗುರುವಿಂದಲೇ ಸ್ವೀಕರಿಸಿ ತಮ್ಮ ಹಳೆಯ ವಿದ್ಯಾರ್ಥಿಗಳನ್ನು ಮಾತನಾಡಿದರು.: [14, 226, 262, 292]
- lead-column-1: [14, 130, 262, 628]
- illustration-caption: ಕಾರ್ಮಿಕರ ದಿನ: [696, 1341, 757, 1356]
- labor-day-badge-text: HAPPY LABOR DAY: [1245, 1453, 1404, 1472]
- paragraph: 1927 ರಿಂದಿನಚಿ ಪ್ರತಿವರ್ಷವೂ ಕಾರ್ಮಿಕರ ಸಂಘಗಳು ಇದನ್ನು ಆಚರಿಸುತ್ತಿದ್ದಾರೆ.: [861, 1301, 1110, 1330]
- paragraph: ಕೆಲಸದ ಸ್ಥಳಗಳಲ್ಲಿ ಕಾರ್ಮಿಕರ ಕನಿಷ್ಠ ಹಂತದ ಕೆಲಸದ ದಕ್ಷತೆ ಮತ್ತು ಭದ್ರತೆಯ ಖಾತರಿ ನೀಡುವುದು, ಉದ್ಯೋಗದಾತರು ಮತ್ತು ಕೆಲಸಗಾರರ ನಡುವೆ ಸಮನ್ವಯ ಸಾಧಿಸುವುದು, ಕಾರ್ಮಿಕರ ಹಕ್ಕುಗಳನ್ನು ಎತ್ತಿಹಿಡಿಯುವುದೇ ಈ ದಿನದ ಆಶಯ.: [1151, 1218, 1498, 1264]
- publication-subtitle: ಕನ್ನಡ ದಿನಪತ್ರಿಕೆ: [83, 17, 139, 29]
- paragraph: ದೇವರಿಕೊಂಡ ಹಿರಿಯರು ಶ್ರೀಕಂಠಗಳ ಗುರುವಿನೆಂದು, ತೋಂಟದಾರ್ಯ ಮಠ, ನರಸಿಂಹ ಮೂರ್ತಿ, ಬಿ.ಎಸ್.ಶಿವಕುಮಾರ್, ಕೃಷ್ಣಮೂರ್ತಿ, ಮತ್ತಿತರ ಸದಸ್ಯರು, ಮುಂತಾದವರು ಉಪಸ್ಥಿತರಿದ್ದರು.: [810, 132, 1059, 180]
- paragraph: ಯನ್ನು ಶ್ರೀ ಕ್ಷೇತ್ರ ಧರ್ಮಸ್ಥಳ ಗ್ರಾಮಾಭಿವೃದ್ಧಿ ಯೋಜನೆ ಬಿ. ಎಲ್. ತಾಲೂಕು ಯೋಜನಾಧಿಕಾರಿ ಪ್ರಸನ್ನಾಚಾರ್ ಎಲ್. ಬಿ. ಅವರು ದೇವಸ್ಥಾನ ಅಭಿವೃದ್ಧಿಯ ಕೆರೆಯ ರವರಿಗೆ ವಿತರಣೆ ಮಾಡಿದರು.: [14, 966, 334, 1015]
- folk-photo-block: [599, 673, 1088, 1063]
- lead-headline: ವಿದ್ಯೆ ಸಾಧಕನ ಸ್ವತ್ತೇ ಹೊರತು ಸೋಮಾರಿಯ ಸ್ವತ್ತಲ್ಲ: [254, 80, 846, 121]
